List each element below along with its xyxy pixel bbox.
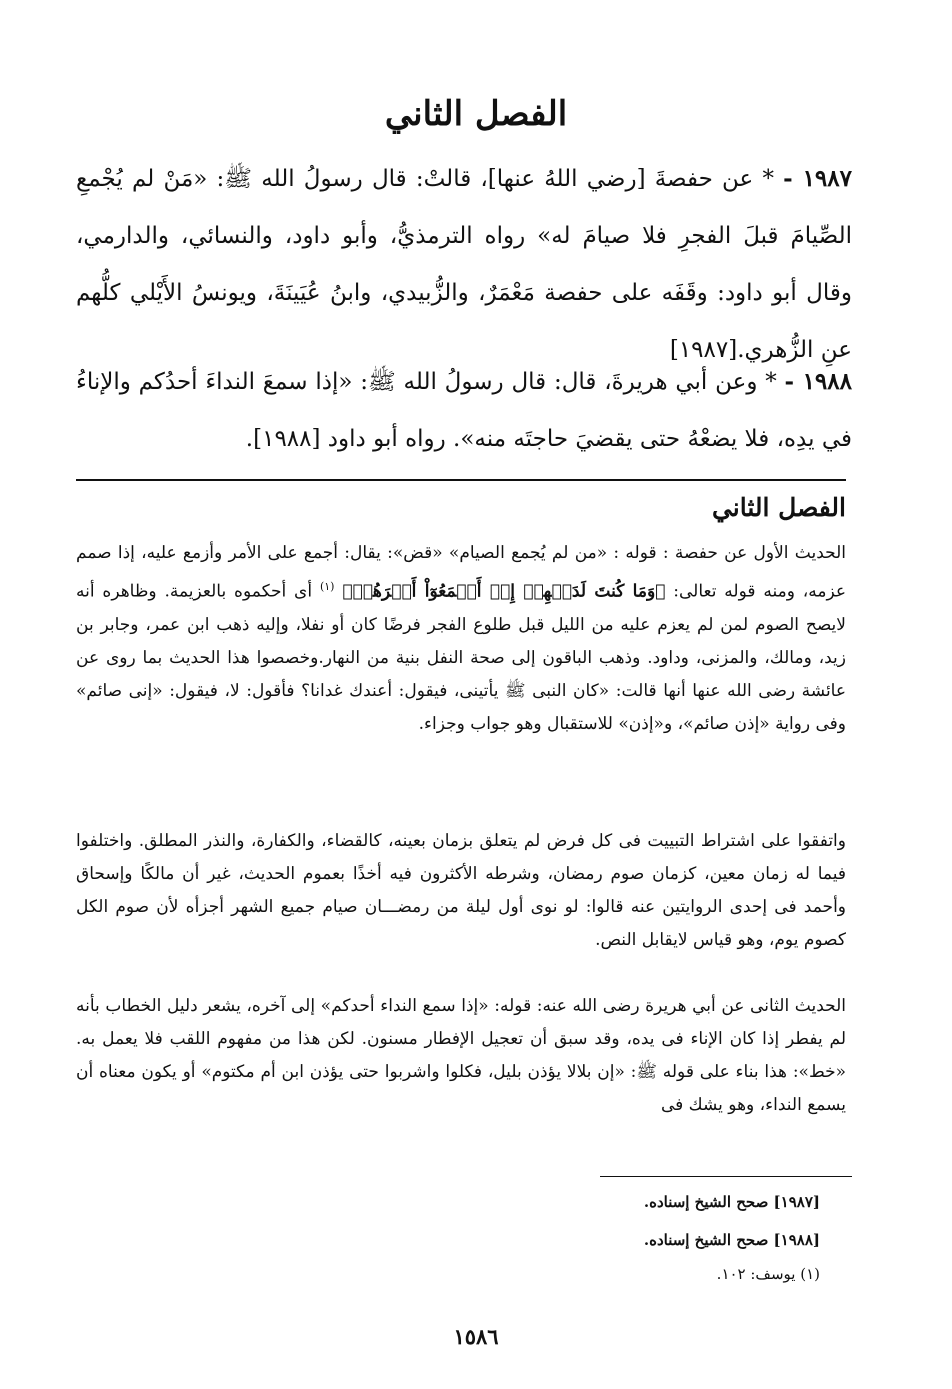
commentary-paragraph: الحديث الثانى عن أبي هريرة رضى الله عنه: قوله: «إذا سمع النداء أحدكم» إلى آخره، يشعر دليل الخطاب بأنه لم يفطر إذا كان الإناء فى يده، وقد سبق أن تعجيل الإفطار مسنون. لكن هذا من مفهوم اللقب فلا يعمل به. «خط»: هذا بناء على قوله ﷺ: «إن بلالا يؤذن بليل، فكلوا واشربوا حتى يؤذن ابن أم مكتوم» أو يكون معناه أن يسمع النداء، وهو يشك فى <box>76 996 846 1115</box>
footnote: (١) يوسف: ١٠٢. <box>716 1265 820 1283</box>
hadith-1987 <box>76 150 852 379</box>
footnote-ref: (١) <box>319 580 335 593</box>
hadith-number: ١٩٨٧ - <box>783 165 852 192</box>
footnotes <box>644 1183 820 1289</box>
commentary-title: الفصل الثاني <box>711 493 846 522</box>
commentary-paragraph: واتفقوا على اشتراط التبييت فى كل فرض لم يتعلق بزمان بعينه، كالقضاء، والكفارة، والنذر المطلق. واختلفوا فيما له زمان معين، كزمان صوم رمضان، وشرطه الأكثرون فيه أخذًا بعموم الحديث، غير أن مالكًا وإسحاق وأحمد فى إحدى الروايتين عنه قالوا: لو نوى أول ليلة من رمضـــان صيام جميع الشهر أجزأه لأن صوم الكل كصوم يوم، وهو قياس لايقابل النص. <box>76 831 846 950</box>
footnote-divider <box>600 1176 852 1177</box>
commentary-text: الحديث الأول عن حفصة : قوله : «من لم يُجمع الصيام» «قض»: يقال: أجمع على الأمر وأزمع عليه، إذا صمم عزمه، ومنه قوله تعالى: <box>76 543 846 602</box>
page-number: ١٥٨٦ <box>453 1324 499 1349</box>
section-divider <box>76 479 846 481</box>
quran-verse: ﴿وَمَا كُنتَ لَدَيۡهِمۡ إِذۡ أَجۡمَعُوٓاْ أَمۡرَهُمۡ﴾ <box>342 581 666 602</box>
commentary-paragraph <box>76 537 846 741</box>
hadith-1988 <box>76 353 852 468</box>
footnote: [١٩٨٨] صحح الشيخ إسناده. <box>643 1231 820 1249</box>
footnote: [١٩٨٧] صحح الشيخ إسناده. <box>643 1193 820 1211</box>
hadith-text: * عن حفصةَ [رضي اللهُ عنها]، قالتْ: قال رسولُ الله ﷺ: «مَنْ لم يُجْمعِ الصِّيامَ قبلَ الفجرِ فلا صيامَ له» رواه الترمذيُّ، وأبو داود، والنسائي، والدارمي، وقال أبو داود: وقَفَه على حفصة مَعْمَرٌ، والزُّبيدي، وابنُ عُيَينَةَ، ويونسُ الأَيْلي كلُّهم عنِ الزُّهري.[١٩٨٧] <box>76 166 852 363</box>
hadith-text: * وعن أبي هريرةَ، قال: قال رسولُ الله ﷺ: «إذا سمعَ النداءَ أحدُكم والإناءُ في يدِه، فلا يضعْهُ حتى يقضيَ حاجتَه منه». رواه أبو داود [١٩٨٨]. <box>76 369 852 452</box>
hadith-number: ١٩٨٨ - <box>784 368 852 395</box>
commentary-text: أى أحكموه بالعزيمة. وظاهره أنه لايصح الصوم لمن لم يعزم عليه من الليل قبل طلوع الفجر فرضًا كان أو نفلا، وإليه ذهب ابن عمر، وجابر بن زيد، ومالك، والمزنى، وداود. وذهب الباقون إلى صحة النفل بنية من النهار.وخصصوا هذا الحديث بما روى عن عائشة رضى الله عنها أنها قالت: «كان النبى ﷺ يأتينى، فيقول: أعندك غدانا؟ فأقول: لا، فيقول: «إنى صائم» وفى رواية «إذن صائم»، و«إذن» للاستقبال وهو جواب وجزاء. <box>76 581 846 734</box>
chapter-title: الفصل الثاني <box>384 94 568 134</box>
